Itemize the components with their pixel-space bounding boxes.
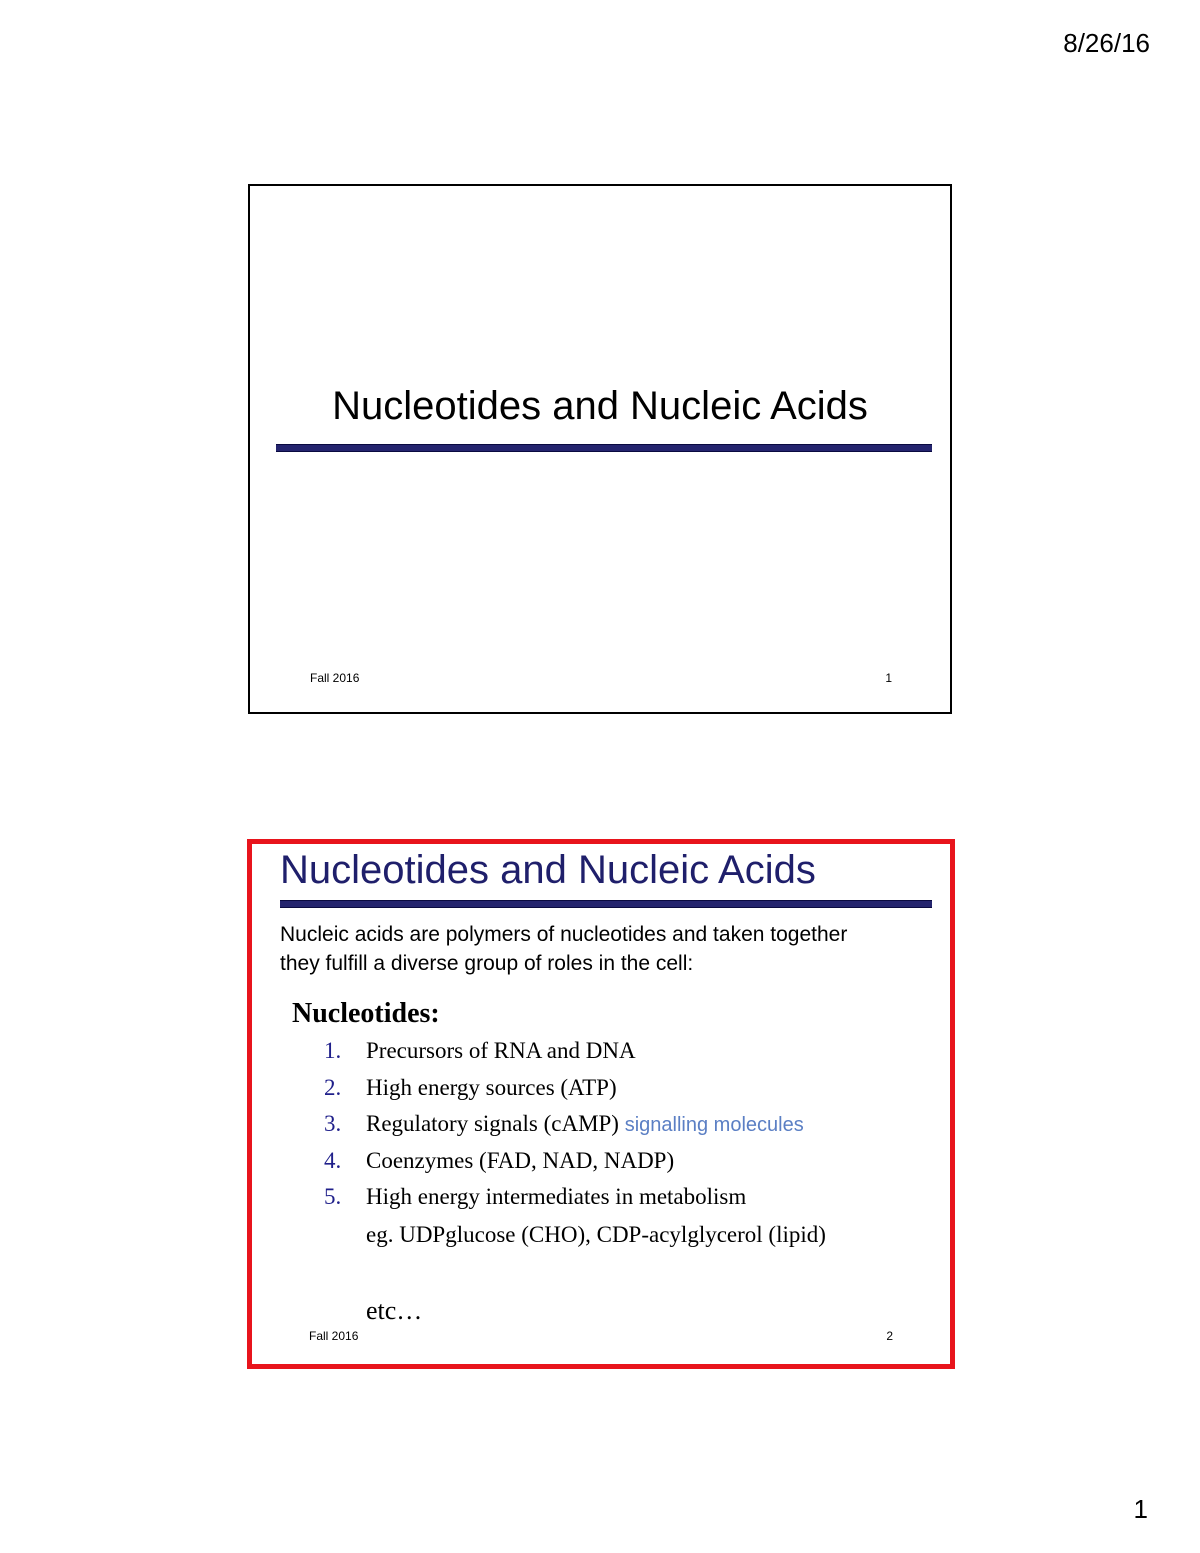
slide-number: 1 (885, 671, 892, 685)
section-heading: Nucleotides: (292, 998, 440, 1029)
page-number: 1 (1133, 1494, 1148, 1524)
slide-title: Nucleotides and Nucleic Acids (332, 384, 868, 428)
slide-title: Nucleotides and Nucleic Acids (280, 848, 816, 892)
intro-line: they fulfill a diverse group of roles in the cell: (280, 952, 694, 975)
title-rule (280, 900, 932, 908)
slide-footer-term: Fall 2016 (310, 671, 360, 685)
slide-intro (280, 920, 940, 978)
list-item (324, 1148, 804, 1185)
item-text: Coenzymes (FAD, NAD, NADP) (366, 1147, 675, 1173)
example-text: eg. UDPglucose (CHO), CDP-acylglycerol (lipid) (366, 1222, 826, 1247)
list-item (324, 1038, 804, 1075)
item-number: 4. (324, 1147, 342, 1173)
item-text: Precursors of RNA and DNA (366, 1038, 636, 1063)
page-date: 8/26/16 (1063, 28, 1150, 58)
item-text: High energy intermediates in metabolism (366, 1184, 747, 1209)
slide-number: 2 (886, 1329, 893, 1343)
slide-footer-term: Fall 2016 (309, 1329, 359, 1343)
item-text: Regulatory signals (cAMP) (366, 1111, 619, 1136)
list-item (324, 1184, 804, 1221)
intro-line: Nucleic acids are polymers of nucleotides and taken together (280, 923, 848, 946)
title-rule (276, 444, 932, 452)
item-number: 3. (324, 1111, 342, 1136)
handwritten-note: signalling molecules (624, 1114, 804, 1136)
slide-1 (248, 184, 952, 714)
item-number: 2. (324, 1074, 342, 1100)
etc-text: etc… (366, 1296, 423, 1325)
list-item (324, 1111, 804, 1148)
roles-list (324, 1038, 804, 1221)
item-text: High energy sources (ATP) (366, 1074, 617, 1100)
slide-2 (247, 839, 955, 1369)
item-number: 1. (324, 1038, 342, 1063)
list-item (324, 1075, 804, 1112)
item-number: 5. (324, 1184, 342, 1209)
